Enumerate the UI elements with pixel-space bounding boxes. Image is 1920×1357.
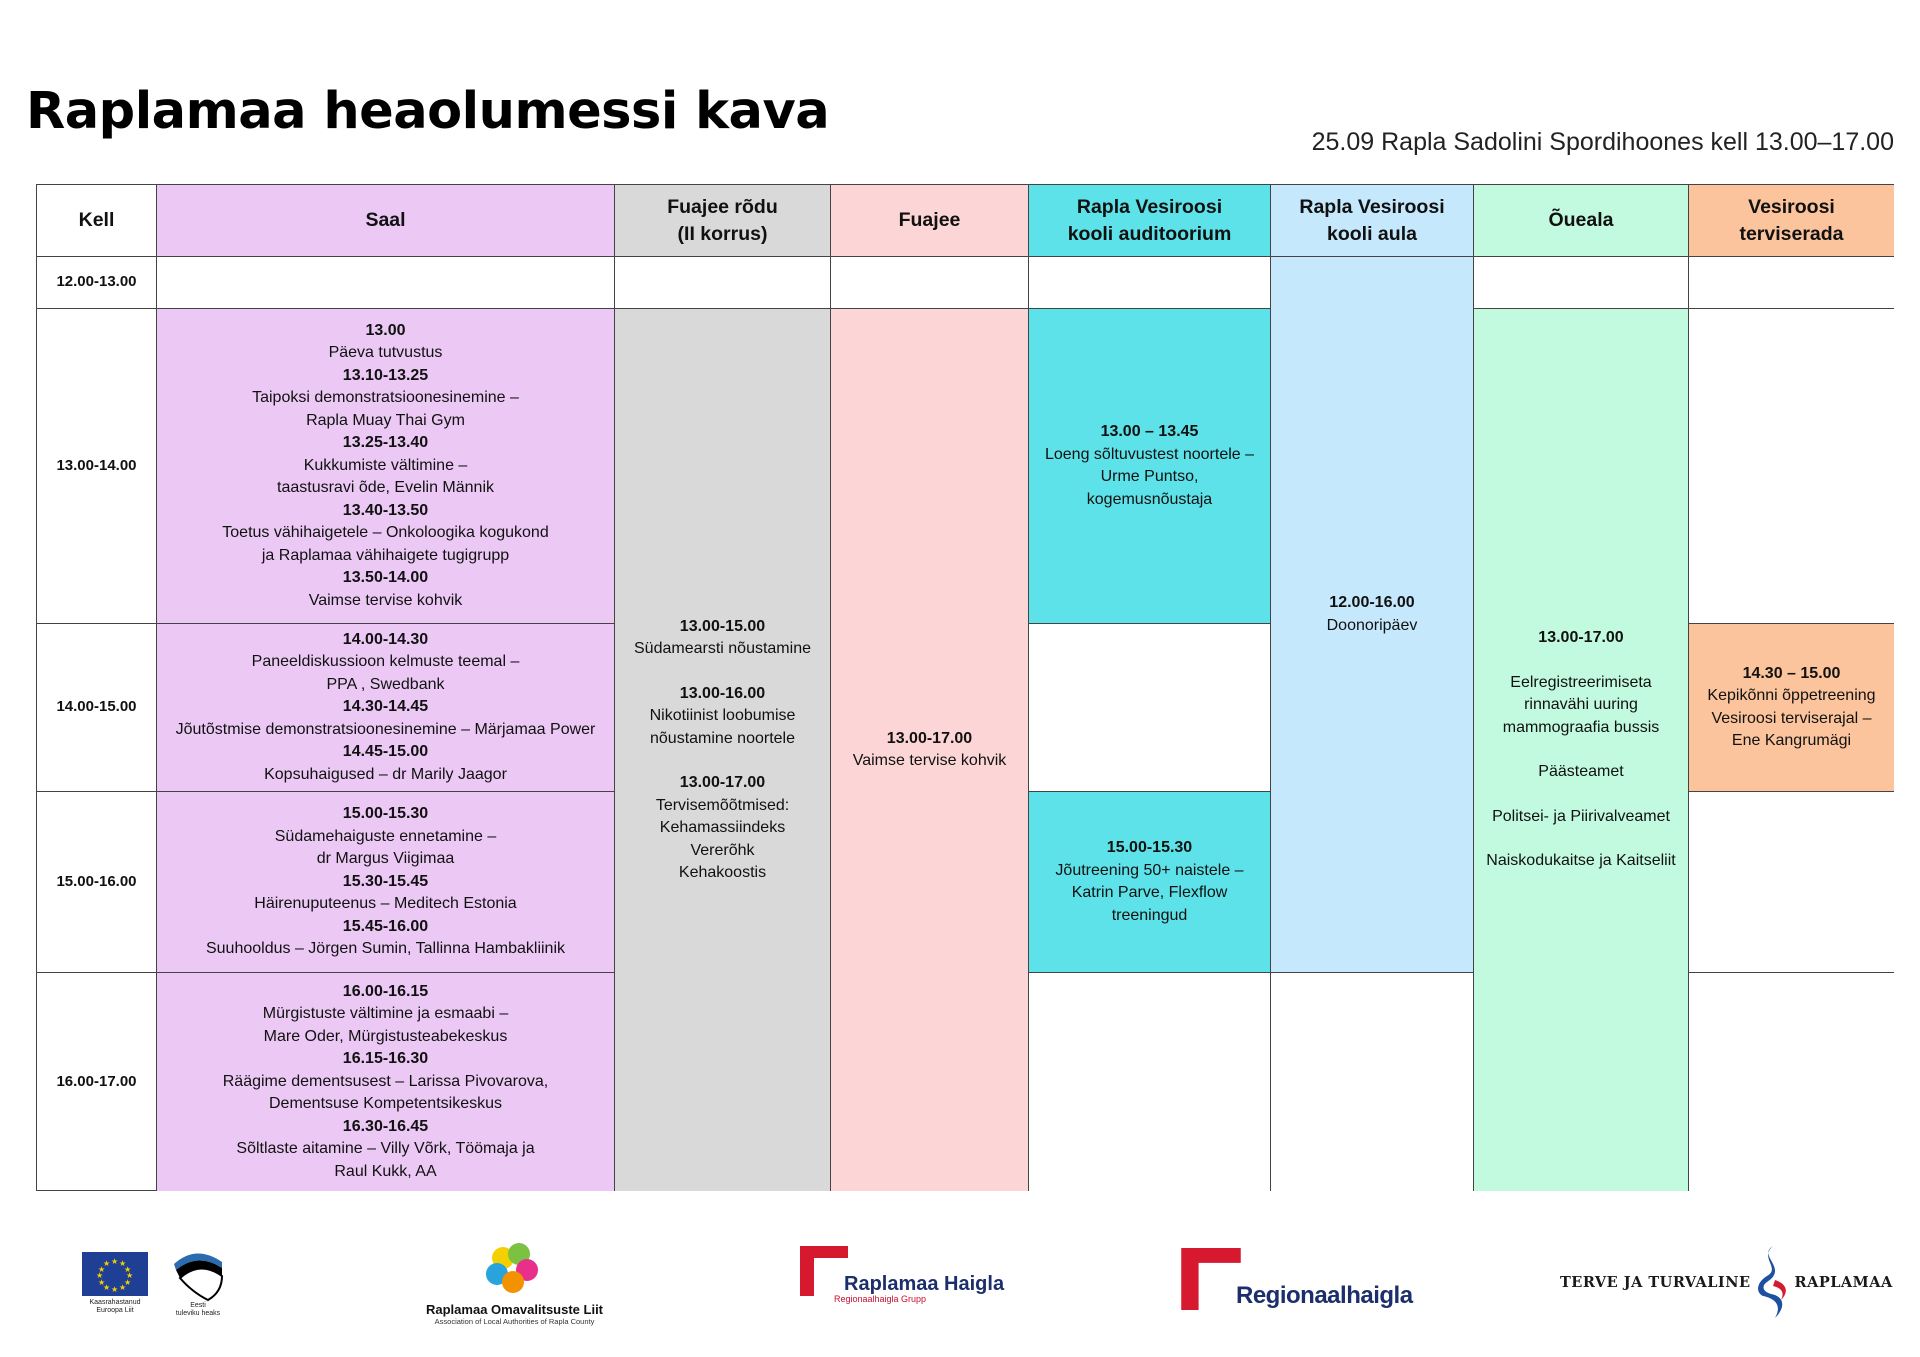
header-kell-label: Kell	[78, 209, 115, 231]
session-text: Häirenuputeenus – Meditech Estonia	[254, 895, 517, 913]
session-text: Ene Kangrumägi	[1731, 732, 1852, 749]
session-text: Naiskodukaitse ja Kaitseliit	[1486, 852, 1676, 870]
header-terviserada	[1688, 184, 1894, 256]
session-text: Urme Puntso,	[1100, 468, 1199, 485]
saal-block-14	[156, 623, 614, 791]
time-label: 14.00-15.00	[56, 698, 137, 716]
session-time: 13.00-17.00	[679, 774, 766, 791]
session-text: Südamearsti nõustamine	[634, 640, 811, 657]
schedule-table	[36, 184, 1894, 1191]
session-text: Paneeldiskussioon kelmuste teemal –	[251, 653, 520, 671]
empty-cell	[830, 256, 1028, 308]
header-auditoorium-line: kooli auditoorium	[1067, 222, 1232, 245]
session-text: Eelregistreerimiseta	[1510, 673, 1652, 691]
session-text: Kukkumiste vältimine –	[303, 456, 468, 474]
regionaalhaigla-name: Regionaalhaigla	[1236, 1282, 1413, 1309]
rol-logo-sub: Association of Local Authorities of Rapla County	[434, 1317, 595, 1326]
session-text: Tervisemõõtmised:	[655, 796, 790, 814]
session-time: 16.00-16.15	[342, 982, 429, 1000]
session-time: 14.30-14.45	[342, 698, 429, 716]
session-time: 15.00-15.30	[342, 805, 429, 823]
regionaalhaigla-mark-icon	[1180, 1248, 1242, 1310]
empty-cell	[1473, 256, 1688, 308]
session-text: taastusravi õde, Evelin Männik	[277, 479, 494, 497]
session-text: Nikotiinist loobumise	[649, 707, 796, 724]
raplamaa-swirl-icon	[1753, 1244, 1793, 1320]
session-text: Vererõhk	[690, 841, 755, 859]
header-oueala-label: Õueala	[1548, 209, 1614, 231]
session-time: 13.00-16.00	[679, 684, 766, 702]
eu-flag-icon: ★ ★ ★ ★ ★ ★ ★ ★ ★ ★ ★ ★	[82, 1252, 148, 1296]
header-aula-line: Rapla Vesiroosi	[1299, 195, 1445, 218]
auditoorium-block-b	[1028, 791, 1270, 972]
time-label: 13.00-14.00	[56, 456, 137, 474]
empty-cell	[1688, 256, 1894, 308]
fuajee-rodu-block	[614, 308, 830, 1191]
header-aula	[1270, 184, 1473, 256]
session-text: Vaimse tervise kohvik	[308, 591, 463, 609]
session-text: Taipoksi demonstratsioonesinemine –	[252, 389, 519, 407]
header-fuajee-label: Fuajee	[898, 209, 961, 231]
empty-cell	[1028, 256, 1270, 308]
session-text: Raul Kukk, AA	[334, 1162, 437, 1180]
session-time: 14.30 – 15.00	[1742, 664, 1841, 682]
empty-cell	[1028, 623, 1270, 791]
time-label: 15.00-16.00	[56, 872, 137, 890]
header-fuajee-rodu	[614, 184, 830, 256]
time-slot	[36, 623, 156, 791]
time-label: 16.00-17.00	[56, 1072, 137, 1090]
session-time: 13.00-15.00	[679, 617, 766, 635]
time-slot	[36, 308, 156, 623]
session-text: rinnavähi uuring	[1524, 696, 1638, 714]
session-text: Kehamassiindeks	[659, 819, 786, 836]
event-subtitle: 25.09 Rapla Sadolini Spordihoones kell 13.00–17.00	[1311, 128, 1894, 156]
session-text: dr Margus Viigimaa	[316, 850, 455, 868]
session-text: Dementsuse Kompetentsikeskus	[269, 1095, 502, 1113]
time-slot	[36, 256, 156, 308]
header-auditoorium	[1028, 184, 1270, 256]
regionaalhaigla-logo	[1180, 1248, 1413, 1310]
session-text: Toetus vähihaigetele – Onkoloogika kogukond	[222, 524, 549, 542]
header-kell	[36, 184, 156, 256]
session-time: 13.10-13.25	[342, 366, 429, 384]
raplamaa-text: RAPLAMAA	[1794, 1273, 1893, 1291]
terve-ja-turvaline-logo	[1560, 1244, 1893, 1320]
eu-logo	[82, 1252, 148, 1315]
header-fuajee	[830, 184, 1028, 256]
rol-logo	[426, 1242, 603, 1326]
empty-cell	[1688, 972, 1894, 1191]
session-text: Loeng sõltuvustest noortele –	[1044, 445, 1255, 463]
empty-cell	[1688, 308, 1894, 623]
header-terviserada-line: terviserada	[1739, 222, 1844, 245]
session-time: 13.25-13.40	[342, 434, 429, 452]
oueala-block	[1473, 308, 1688, 1191]
time-label: 12.00-13.00	[56, 273, 137, 291]
header-saal	[156, 184, 614, 256]
saal-block-15	[156, 791, 614, 972]
empty-cell	[1270, 972, 1473, 1191]
session-time: 13.00-17.00	[1538, 629, 1624, 647]
session-text: Sõltlaste aitamine – Villy Võrk, Töömaja ja	[236, 1140, 535, 1158]
session-text: ja Raplamaa vähihaigete tugigrupp	[261, 546, 510, 564]
header-terviserada-line: Vesiroosi	[1748, 195, 1835, 218]
session-time: 13.00 – 13.45	[1100, 423, 1199, 440]
session-time: 13.40-13.50	[342, 501, 429, 519]
empty-cell	[156, 256, 614, 308]
saal-block-13	[156, 308, 614, 623]
saal-block-16	[156, 972, 614, 1191]
session-text: Päästeamet	[1538, 763, 1624, 781]
eesti-logo	[168, 1248, 228, 1318]
header-oueala	[1473, 184, 1688, 256]
session-text: Jõutreening 50+ naistele –	[1055, 861, 1244, 879]
session-time: 13.00-17.00	[886, 729, 973, 747]
header-auditoorium-line: Rapla Vesiroosi	[1076, 195, 1223, 218]
session-text: Kepikõnni õppetreening	[1707, 687, 1876, 704]
session-text: Südamehaiguste ennetamine –	[274, 827, 497, 845]
session-time: 14.45-15.00	[342, 743, 429, 761]
empty-cell	[1688, 791, 1894, 972]
session-text: Päeva tutvustus	[328, 344, 443, 362]
sponsor-logos	[0, 1230, 1920, 1350]
session-text: Doonoripäev	[1326, 616, 1418, 634]
session-text: Räägime dementsusest – Larissa Pivovarova,	[222, 1072, 549, 1090]
fuajee-block	[830, 308, 1028, 1191]
session-text: Suuhooldus – Jörgen Sumin, Tallinna Hambakliinik	[205, 940, 566, 958]
session-time: 16.15-16.30	[342, 1050, 429, 1068]
header-fuajee-rodu-line: Fuajee rõdu	[667, 195, 778, 218]
session-text: Mürgistuste vältimine ja esmaabi –	[262, 1005, 509, 1023]
empty-cell	[1028, 972, 1270, 1191]
session-text: treeningud	[1111, 906, 1188, 924]
session-text: Mare Oder, Mürgistusteabekeskus	[263, 1027, 508, 1045]
session-text: Vaimse tervise kohvik	[852, 752, 1007, 769]
time-slot	[36, 791, 156, 972]
terve-ja-turvaline-text: TERVE JA TURVALINE	[1560, 1273, 1751, 1291]
header-saal-label: Saal	[365, 209, 406, 231]
terviserada-block	[1688, 623, 1894, 791]
haigla-mark-icon	[800, 1246, 848, 1296]
session-text: Kopsuhaigused – dr Marily Jaagor	[264, 765, 507, 783]
page-title: Raplamaa heaolumessi kava	[26, 82, 830, 141]
session-time: 12.00-16.00	[1329, 594, 1415, 611]
eesti-logo-text: Eesti	[190, 1302, 206, 1309]
session-text: nõustamine noortele	[650, 729, 795, 747]
session-time: 14.00-14.30	[342, 630, 429, 648]
session-text: mammograafia bussis	[1502, 718, 1660, 736]
eu-logo-text: Euroopa Liit	[96, 1307, 134, 1314]
session-time: 15.00-15.30	[1106, 839, 1193, 856]
session-text: Katrin Parve, Flexflow	[1071, 884, 1228, 901]
time-slot	[36, 972, 156, 1191]
session-time: 16.30-16.45	[342, 1117, 429, 1135]
session-text: kogemusnõustaja	[1086, 490, 1213, 508]
raplamaa-haigla-sub: Regionaalhaigla Grupp	[834, 1294, 927, 1304]
raplamaa-haigla-logo	[800, 1246, 1004, 1304]
eesti-logo-text: tuleviku heaks	[175, 1310, 221, 1317]
session-time: 15.45-16.00	[342, 917, 429, 935]
session-time: 13.00	[365, 321, 406, 339]
session-time: 15.30-15.45	[342, 872, 429, 890]
auditoorium-block-a	[1028, 308, 1270, 623]
session-text: Kehakoostis	[678, 864, 767, 881]
session-text: Vesiroosi terviserajal –	[1711, 709, 1872, 727]
raplamaa-haigla-name: Raplamaa Haigla	[844, 1273, 1005, 1295]
session-time: 13.50-14.00	[342, 569, 429, 587]
header-aula-line: kooli aula	[1327, 222, 1417, 245]
header-fuajee-rodu-line: (II korrus)	[677, 222, 768, 245]
empty-cell	[614, 256, 830, 308]
aula-block	[1270, 256, 1473, 972]
session-text: Jõutõstmise demonstratsioonesinemine – Märjamaa Power	[175, 720, 596, 738]
session-text: Rapla Muay Thai Gym	[306, 411, 465, 429]
rol-circles-icon	[475, 1242, 555, 1298]
eu-logo-text: Kaasrahastanud	[89, 1299, 141, 1306]
rol-logo-name: Raplamaa Omavalitsuste Liit	[426, 1302, 604, 1317]
eesti-mark-icon	[168, 1248, 228, 1302]
session-text: PPA , Swedbank	[326, 675, 445, 693]
session-text: Politsei- ja Piirivalveamet	[1492, 807, 1670, 825]
